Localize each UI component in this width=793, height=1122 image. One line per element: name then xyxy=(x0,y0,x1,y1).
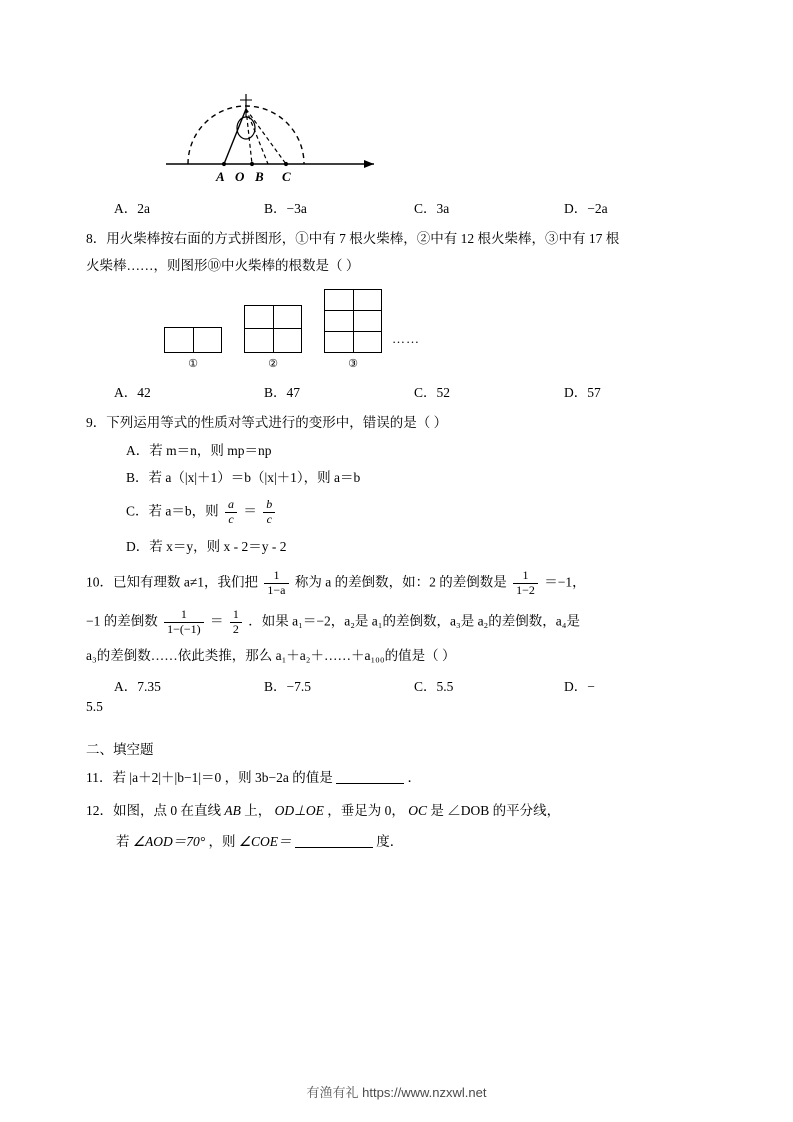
q10-text-2: 称为 a 的差倒数，如：2 的差倒数是 xyxy=(294,574,507,590)
q9-option-b: B．若 a（|x|＋1）＝b（|x|＋1），则 a＝b xyxy=(126,470,361,486)
q12-stem-line1 xyxy=(86,801,696,822)
q10-option-c: C．5.5 xyxy=(414,679,454,695)
q10-fraction-1 xyxy=(264,569,288,598)
q12-text-2: 上， xyxy=(244,803,272,819)
q8-option-c: C．52 xyxy=(414,384,451,400)
q10-option-d: D．− xyxy=(564,679,595,695)
q12-answer-blank xyxy=(295,834,373,848)
q9-option-d: D．若 x＝y，则 x - 2＝y - 2 xyxy=(126,538,287,554)
q10-frac3-numerator: 1 xyxy=(164,608,204,623)
q10-text-4: −1 的差倒数 xyxy=(86,613,158,629)
matchstick-ellipsis: …… xyxy=(392,330,420,346)
q9-frac1-denominator: c xyxy=(228,512,234,527)
q7-options xyxy=(96,197,696,217)
q8-options xyxy=(96,381,696,401)
q11-stem xyxy=(86,768,696,789)
q10-text-1: 10．已知有理数 a≠1，我们把 xyxy=(86,574,259,590)
q10-fraction-2 xyxy=(513,569,538,598)
q12-perpendicular: OD⊥OE xyxy=(274,803,324,819)
document-content xyxy=(86,86,696,853)
q8-option-d: D．57 xyxy=(564,384,601,400)
q10-text-5: ．如果 a₁＝−2，a₂是 a₁的差倒数，a₃是 a₂的差倒数，a₄是 xyxy=(248,613,580,629)
q9-option-a: A．若 m＝n，则 mp＝np xyxy=(126,442,272,458)
q10-fraction-4 xyxy=(230,608,242,637)
q12-text-5: 若 xyxy=(116,833,130,849)
q12-text-4: 是 ∠DOB 的平分线， xyxy=(430,803,561,819)
q10-stem-line1 xyxy=(86,569,696,598)
q9-frac1-numerator: a xyxy=(225,498,237,513)
q12-text-7: 度． xyxy=(376,833,404,849)
q10-frac1-denominator: 1−a xyxy=(267,582,286,597)
q9-option-c-fraction-1 xyxy=(225,498,237,527)
q9-frac2-denominator: c xyxy=(266,512,272,527)
matchstick-grid-2-hline xyxy=(244,328,302,329)
q10-frac3-denominator: 1−(−1) xyxy=(167,621,201,636)
q7-option-a: A．2a xyxy=(114,201,150,216)
q10-options xyxy=(96,675,696,695)
compass-construction-svg xyxy=(156,86,416,191)
q12-text-6: ，则 xyxy=(208,833,236,849)
figure-label-C: C xyxy=(282,169,291,184)
q12-text-3: ，垂足为 0， xyxy=(327,803,405,819)
figure-compass-construction xyxy=(156,86,416,191)
q8-stem-line2: 火柴棒……，则图形⑩中火柴棒的根数是（ ） xyxy=(86,257,360,273)
q12-segment-ab: AB xyxy=(224,803,241,819)
q10-option-b: B．−7.5 xyxy=(264,679,311,695)
q12-angle-coe: ∠COE＝ xyxy=(238,833,292,849)
q9-option-c-fraction-2 xyxy=(263,498,275,527)
matchstick-grid-3-vline xyxy=(353,289,354,353)
q9-option-c xyxy=(126,498,696,527)
q12-stem-line2 xyxy=(116,832,696,853)
q11-text-post: ． xyxy=(407,770,422,786)
q10-stem-line3: a₃的差倒数……依此类推，那么 a₁＋a₂＋……＋a₁₀₀的值是（ ） xyxy=(86,648,456,664)
q12-angle-aod: ∠AOD＝70° xyxy=(132,833,206,849)
footer-brand: 有渔有礼 xyxy=(306,1085,359,1100)
q7-option-d: D．−2a xyxy=(564,201,608,216)
q8-option-b: B．47 xyxy=(264,384,301,400)
matchstick-label-2: ② xyxy=(268,357,278,370)
q12-ray-oc: OC xyxy=(408,803,428,819)
figure-label-A: A xyxy=(216,169,225,184)
q8-stem-line1: 8．用火柴棒按右面的方式拼图形，①中有 7 根火柴棒，②中有 12 根火柴棒，③中有 17 根 xyxy=(86,231,620,246)
q8-option-a: A．42 xyxy=(114,384,151,400)
q7-option-b: B．−3a xyxy=(264,201,307,216)
q11-expression: |a＋2|＋|b−1|＝0 xyxy=(129,770,222,786)
q9-stem: 9．下列运用等式的性质对等式进行的变形中，错误的是（ ） xyxy=(86,414,448,430)
q10-frac2-numerator: 1 xyxy=(513,569,538,584)
matchstick-grid-3-hline1 xyxy=(324,310,382,311)
q10-frac2-denominator: 1−2 xyxy=(516,582,535,597)
q11-answer-blank xyxy=(336,770,404,784)
q10-option-d-wrap: 5.5 xyxy=(86,699,103,715)
q10-text-3: ＝−1， xyxy=(544,574,586,590)
section-title-fill-in-blank: 二、填空题 xyxy=(86,742,154,758)
q9-frac2-numerator: b xyxy=(263,498,275,513)
q11-text-pre: 11．若 xyxy=(86,770,126,786)
q10-stem-line2 xyxy=(86,608,696,637)
matchstick-label-3: ③ xyxy=(348,357,358,370)
q11-text-mid: ，则 3b−2a 的值是 xyxy=(224,770,333,786)
q9-option-c-text: C．若 a＝b，则 xyxy=(126,503,219,519)
matchstick-grid-1-line xyxy=(193,327,194,353)
q12-text-1: 12．如图，点 0 在直线 xyxy=(86,803,221,819)
q7-option-c: C．3a xyxy=(414,201,450,216)
figure-label-O: O xyxy=(235,169,245,184)
figure-label-B: B xyxy=(255,169,264,184)
q10-frac4-denominator: 2 xyxy=(232,621,239,636)
q10-frac4-numerator: 1 xyxy=(230,608,242,623)
figure-matchstick-grids xyxy=(144,287,464,375)
q10-option-a: A．7.35 xyxy=(114,679,161,695)
matchstick-grid-3-hline2 xyxy=(324,331,382,332)
q10-equals: ＝ xyxy=(210,613,224,629)
q10-frac1-numerator: 1 xyxy=(264,569,288,584)
q10-fraction-3 xyxy=(164,608,204,637)
footer-url: https://www.nzxwl.net xyxy=(362,1085,487,1100)
matchstick-label-1: ① xyxy=(188,357,198,370)
q9-option-c-equals: ＝ xyxy=(243,503,257,519)
footer-watermark xyxy=(0,1082,793,1101)
